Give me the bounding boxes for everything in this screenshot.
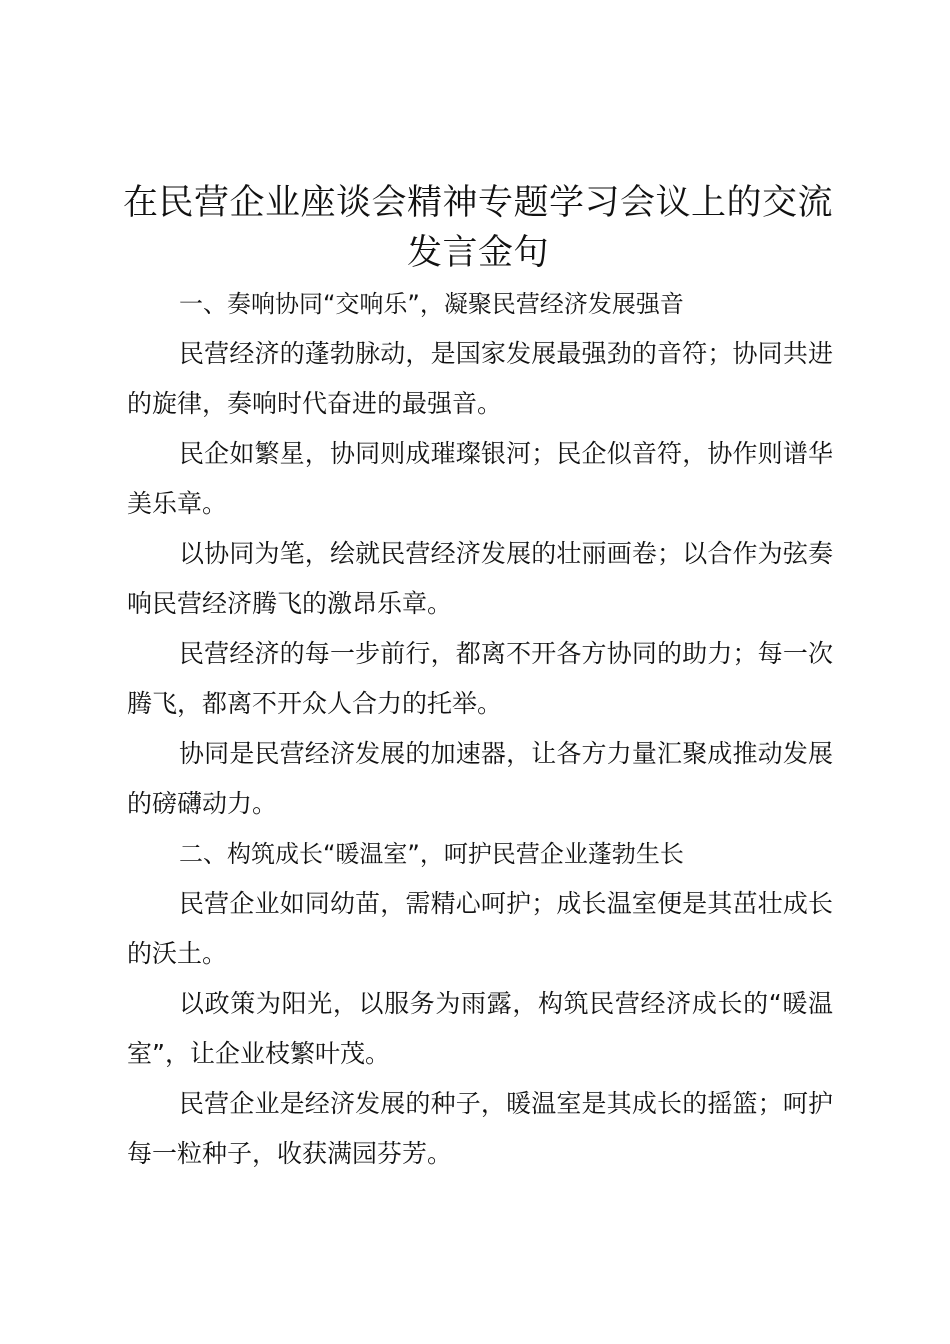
paragraph: 协同是民营经济发展的加速器，让各方力量汇聚成推动发展的磅礴动力。 (127, 739, 833, 818)
paragraph: 民营经济的每一步前行，都离不开各方协同的助力；每一次腾飞，都离不开众人合力的托举。 (127, 639, 833, 718)
section-heading: 二、构筑成长“暖温室”，呵护民营企业蓬勃生长 (179, 840, 684, 868)
paragraph: 民企如繁星，协同则成璀璨银河；民企似音符，协作则谱华美乐章。 (127, 439, 833, 518)
paragraph: 民营企业如同幼苗，需精心呵护；成长温室便是其茁壮成长的沃土。 (127, 889, 833, 968)
paragraph: 以政策为阳光，以服务为雨露，构筑民营经济成长的“暖温室”，让企业枝繁叶茂。 (127, 989, 833, 1068)
document-title: 在民营企业座谈会精神专题学习会议上的交流发言金句 (122, 183, 833, 273)
section-heading: 一、奏响协同“交响乐”，凝聚民营经济发展强音 (179, 290, 684, 318)
paragraph: 民营经济的蓬勃脉动，是国家发展最强劲的音符；协同共进的旋律，奏响时代奋进的最强音。 (127, 339, 833, 418)
document-body (127, 279, 833, 1179)
paragraph: 民营企业是经济发展的种子，暖温室是其成长的摇篮；呵护每一粒种子，收获满园芬芳。 (127, 1089, 833, 1168)
paragraph: 以协同为笔，绘就民营经济发展的壮丽画卷；以合作为弦奏响民营经济腾飞的激昂乐章。 (127, 539, 833, 618)
